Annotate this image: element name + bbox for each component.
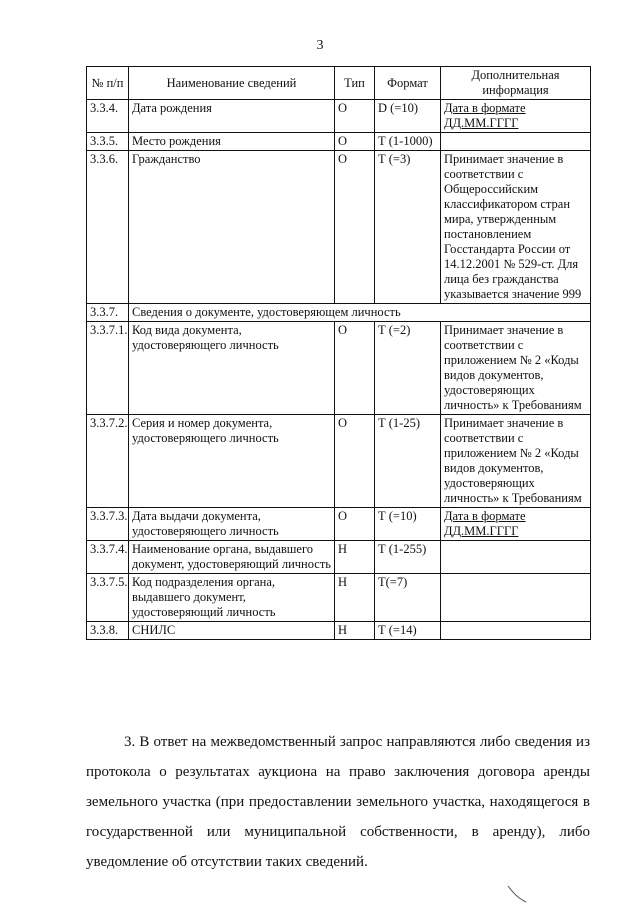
header-num: № п/п [87,67,129,100]
header-info: Дополнительная информация [441,67,591,100]
cell-name: Код подразделения органа, выдавшего документ, удостоверяющий личность [129,574,335,622]
cell-info: Принимает значение в соответствии с приложением № 2 «Коды видов документов, удостоверяющих личность» к Требованиям [441,322,591,415]
cell-num: 3.3.7.2. [87,415,129,508]
cell-num: 3.3.5. [87,133,129,151]
table-row [87,151,591,304]
cell-info: Дата в формате ДД.ММ.ГГГГ [441,100,591,133]
cell-info [441,622,591,640]
cell-type: О [335,508,375,541]
cell-format: Т (1-1000) [375,133,441,151]
cell-name: Серия и номер документа, удостоверяющего личность [129,415,335,508]
table-row [87,133,591,151]
cell-name: Код вида документа, удостоверяющего личность [129,322,335,415]
cell-name: Наименование органа, выдавшего документ, удостоверяющий личность [129,541,335,574]
cell-type: О [335,100,375,133]
cell-name-span: Сведения о документе, удостоверяющем личность [129,304,591,322]
cell-type: О [335,415,375,508]
cell-name: Место рождения [129,133,335,151]
table-row [87,541,591,574]
table-row [87,100,591,133]
cell-type: Н [335,574,375,622]
cell-type: О [335,133,375,151]
cell-info: Принимает значение в соответствии с Общероссийским классификатором стран мира, утвержденным постановлением Госстандарта России от 14.12.2001 № 529-ст. Для лица без гражданства указывается значение 999 [441,151,591,304]
cell-format: Т (=10) [375,508,441,541]
cell-info: Дата в формате ДД.ММ.ГГГГ [441,508,591,541]
cell-info: Принимает значение в соответствии с приложением № 2 «Коды видов документов, удостоверяющих личность» к Требованиям [441,415,591,508]
cell-format: D (=10) [375,100,441,133]
header-type: Тип [335,67,375,100]
cell-format: Т (1-25) [375,415,441,508]
cell-info [441,574,591,622]
cell-num: 3.3.7. [87,304,129,322]
cell-type: О [335,322,375,415]
pen-mark-icon [506,885,530,903]
body-paragraph: 3. В ответ на межведомственный запрос направляются либо сведения из протокола о результатах аукциона на право заключения договора аренды земельного участка (при предоставлении земельного участка, находящегося в государственной или муниципальной собственности, в аренду), либо уведомление об отсутствии таких сведений. [86,734,590,870]
cell-format: Т (=3) [375,151,441,304]
cell-num: 3.3.7.1. [87,322,129,415]
table-header-row [87,67,591,100]
cell-name: Гражданство [129,151,335,304]
cell-type: Н [335,622,375,640]
cell-num: 3.3.7.3. [87,508,129,541]
header-format: Формат [375,67,441,100]
header-name: Наименование сведений [129,67,335,100]
table-row [87,622,591,640]
table-row [87,574,591,622]
cell-name: СНИЛС [129,622,335,640]
table-row [87,304,591,322]
cell-num: 3.3.4. [87,100,129,133]
requirements-table [86,66,591,640]
table-row [87,415,591,508]
cell-format: Т(=7) [375,574,441,622]
cell-type: О [335,151,375,304]
cell-num: 3.3.6. [87,151,129,304]
cell-format: Т (=14) [375,622,441,640]
table-row [87,322,591,415]
table-row [87,508,591,541]
cell-format: Т (1-255) [375,541,441,574]
cell-name: Дата выдачи документа, удостоверяющего личность [129,508,335,541]
cell-name: Дата рождения [129,100,335,133]
cell-info [441,133,591,151]
cell-num: 3.3.8. [87,622,129,640]
cell-num: 3.3.7.5. [87,574,129,622]
cell-type: Н [335,541,375,574]
page-number: 3 [316,38,324,53]
cell-num: 3.3.7.4. [87,541,129,574]
cell-format: Т (=2) [375,322,441,415]
cell-info [441,541,591,574]
